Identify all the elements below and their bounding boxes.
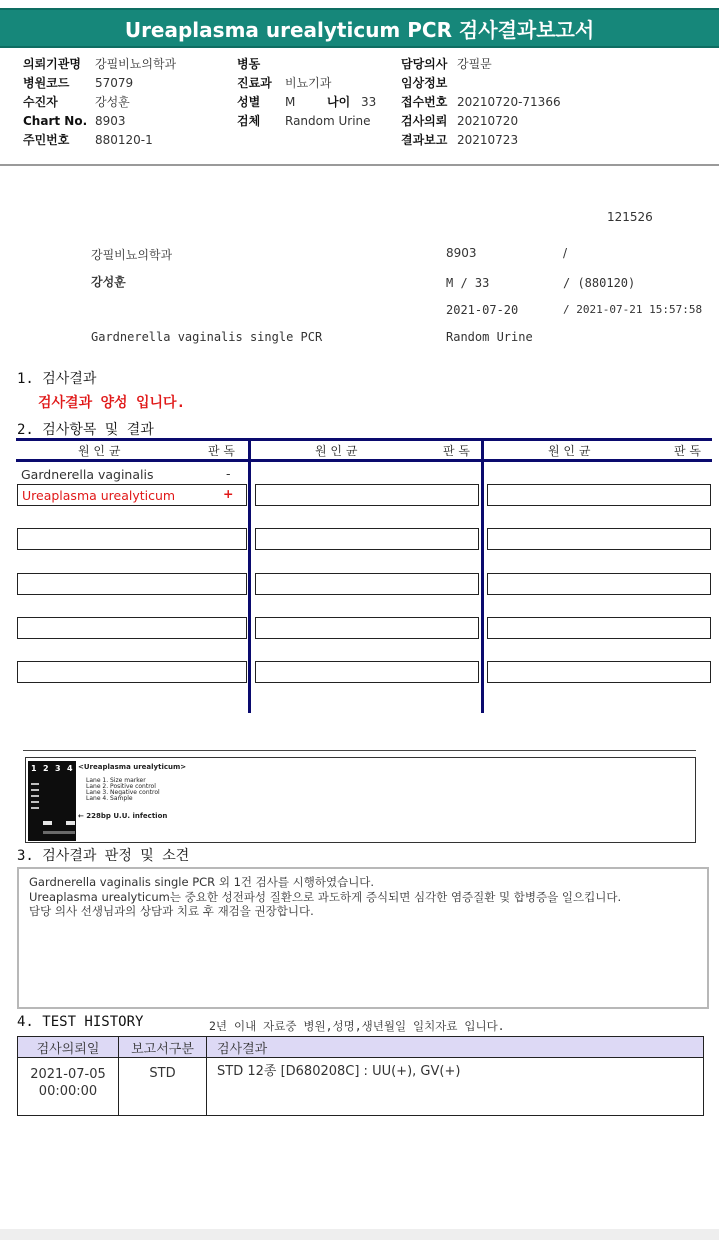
opinion-line: Ureaplasma urealyticum는 중요한 성전파성 질환으로 과도하게 증식되면 심각한 염증질환 및 합병증을 일으킵니다. xyxy=(29,889,622,904)
info-key: 성별 xyxy=(237,95,261,109)
result-cell xyxy=(255,573,479,595)
gel-title: <Ureaplasma urealyticum> xyxy=(78,763,187,771)
gel-band xyxy=(31,807,39,809)
history-col-date: 검사의뢰일 xyxy=(18,1037,119,1058)
gel-band xyxy=(43,831,75,834)
col-header-pathogen: 원 인 균 xyxy=(548,444,591,458)
print-report-datetime: / 2021-07-21 15:57:58 xyxy=(563,303,703,316)
history-result: STD 12종 [D680208C] : UU(+), GV(+) xyxy=(207,1058,704,1116)
col-header-pathogen: 원 인 균 xyxy=(78,444,121,458)
info-row xyxy=(23,74,176,93)
section1-title: 1. 검사결과 xyxy=(17,371,97,387)
age-value: 33 xyxy=(361,95,377,109)
positive-result-text: 검사결과 양성 입니다. xyxy=(38,395,186,411)
col-header-judge: 판 독 xyxy=(443,444,470,458)
result-name-uu: Ureaplasma urealyticum xyxy=(22,488,176,503)
result-cell xyxy=(487,573,711,595)
result-judge-gv: - xyxy=(226,466,231,481)
print-specimen: Random Urine xyxy=(446,330,533,344)
gel-divider xyxy=(23,750,696,751)
col-header-judge: 판 독 xyxy=(208,444,235,458)
info-row xyxy=(401,74,561,93)
result-cell xyxy=(487,617,711,639)
opinion-box xyxy=(17,867,709,1009)
print-birth: / (880120) xyxy=(563,276,636,290)
result-cell xyxy=(255,484,479,506)
column-divider xyxy=(481,438,484,713)
info-key: 병원코드 xyxy=(23,76,70,90)
result-judge-uu: + xyxy=(223,486,234,501)
lane-number: 3 xyxy=(55,764,61,773)
info-value: 8903 xyxy=(95,114,126,128)
info-key: 수진자 xyxy=(23,95,58,109)
footer-band xyxy=(0,1229,719,1240)
gel-band xyxy=(43,821,52,825)
gel-band xyxy=(31,789,39,791)
result-name-gv: Gardnerella vaginalis xyxy=(21,467,154,482)
print-sex-age: M / 33 xyxy=(446,276,490,290)
info-key: Chart No. xyxy=(23,114,88,128)
print-patient: 강성훈 xyxy=(91,275,126,289)
info-row xyxy=(401,112,561,131)
info-row xyxy=(237,74,376,93)
col-header-pathogen: 원 인 균 xyxy=(315,444,358,458)
info-key: 임상정보 xyxy=(401,76,448,90)
history-date-cell xyxy=(18,1058,119,1116)
info-row xyxy=(23,112,176,131)
header-mid xyxy=(237,55,376,131)
info-value: 비뇨기과 xyxy=(285,76,332,90)
info-value: 20210723 xyxy=(457,133,519,147)
header-left xyxy=(23,55,176,150)
info-value: 강필비뇨의학과 xyxy=(95,57,177,71)
header-right xyxy=(401,55,561,150)
section2-title: 2. 검사항목 및 결과 xyxy=(17,422,154,438)
print-hospital: 강필비뇨의학과 xyxy=(91,248,173,262)
gel-legend-line: Lane 3. Negative control xyxy=(86,789,160,796)
table-top-rule xyxy=(16,438,712,441)
header-divider xyxy=(0,164,719,166)
print-slash: / xyxy=(563,246,568,260)
info-row xyxy=(401,131,561,150)
col-header-judge: 판 독 xyxy=(674,444,701,458)
print-code: 121526 xyxy=(607,210,653,224)
info-value: 20210720 xyxy=(457,114,519,128)
history-time: 00:00:00 xyxy=(38,1084,98,1099)
info-key: 검체 xyxy=(237,114,261,128)
gel-legend-line: Lane 2. Positive control xyxy=(86,783,156,790)
print-test-name: Gardnerella vaginalis single PCR xyxy=(91,330,323,344)
result-cell xyxy=(17,528,247,550)
result-cell xyxy=(487,661,711,683)
info-row xyxy=(23,131,176,150)
result-cell xyxy=(255,528,479,550)
report-title: Ureaplasma urealyticum PCR 검사결과보고서 xyxy=(0,8,719,48)
history-note: 2년 이내 자료중 병원,성명,생년월일 일치자료 입니다. xyxy=(209,1019,505,1033)
history-table xyxy=(17,1036,704,1116)
info-row xyxy=(237,55,376,74)
gel-image xyxy=(28,761,76,841)
lane-number: 2 xyxy=(43,764,49,773)
history-date: 2021-07-05 xyxy=(30,1067,106,1082)
info-row xyxy=(401,93,561,112)
age-label: 나이 xyxy=(327,95,351,109)
gel-legend-line: Lane 4. Sample xyxy=(86,795,133,802)
gel-band xyxy=(31,795,39,797)
gel-legend-line: Lane 1. Size marker xyxy=(86,777,146,784)
result-cell xyxy=(17,617,247,639)
gel-band xyxy=(66,821,75,825)
section4-title: 4. TEST HISTORY xyxy=(17,1014,144,1030)
info-value: 57079 xyxy=(95,76,134,90)
gel-band xyxy=(31,783,39,785)
info-key: 주민번호 xyxy=(23,133,70,147)
result-cell xyxy=(487,484,711,506)
history-col-type: 보고서구분 xyxy=(119,1037,207,1058)
info-value: M xyxy=(285,95,296,109)
info-key: 진료과 xyxy=(237,76,272,90)
info-key: 결과보고 xyxy=(401,133,448,147)
result-cell xyxy=(487,528,711,550)
section3-title: 3. 검사결과 판정 및 소견 xyxy=(17,848,190,864)
info-row xyxy=(237,93,376,112)
history-col-result: 검사결과 xyxy=(207,1037,704,1058)
info-row xyxy=(23,93,176,112)
column-divider xyxy=(248,438,251,713)
info-value: 20210720-71366 xyxy=(457,95,561,109)
history-row xyxy=(18,1058,704,1116)
history-header-row xyxy=(18,1037,704,1058)
info-key: 담당의사 xyxy=(401,57,448,71)
opinion-line: 담당 의사 선생님과의 상담과 치료 후 재검을 권장합니다. xyxy=(29,904,314,918)
gel-electrophoresis-figure xyxy=(25,757,696,843)
info-row xyxy=(23,55,176,74)
info-key: 접수번호 xyxy=(401,95,448,109)
lane-number: 4 xyxy=(67,764,73,773)
result-cell xyxy=(17,661,247,683)
lane-number: 1 xyxy=(31,764,37,773)
print-receipt-date: 2021-07-20 xyxy=(446,303,519,317)
result-cell xyxy=(255,661,479,683)
print-chart: 8903 xyxy=(446,246,477,260)
info-value: 강성훈 xyxy=(95,95,130,109)
result-cell xyxy=(17,573,247,595)
gel-band xyxy=(31,801,39,803)
result-cell xyxy=(255,617,479,639)
info-key: 병동 xyxy=(237,57,261,71)
info-row xyxy=(237,112,376,131)
info-row xyxy=(401,55,561,74)
opinion-line: Gardnerella vaginalis single PCR 외 1건 검사를 시행하였습니다. xyxy=(29,875,375,889)
info-value: 강필문 xyxy=(457,57,492,71)
info-value: Random Urine xyxy=(285,114,371,128)
gel-arrow-label: ← 228bp U.U. infection xyxy=(78,812,168,820)
info-key: 의뢰기관명 xyxy=(23,57,81,71)
info-value: 880120-1 xyxy=(95,133,153,147)
history-type: STD xyxy=(119,1058,207,1116)
info-key: 검사의뢰 xyxy=(401,114,448,128)
